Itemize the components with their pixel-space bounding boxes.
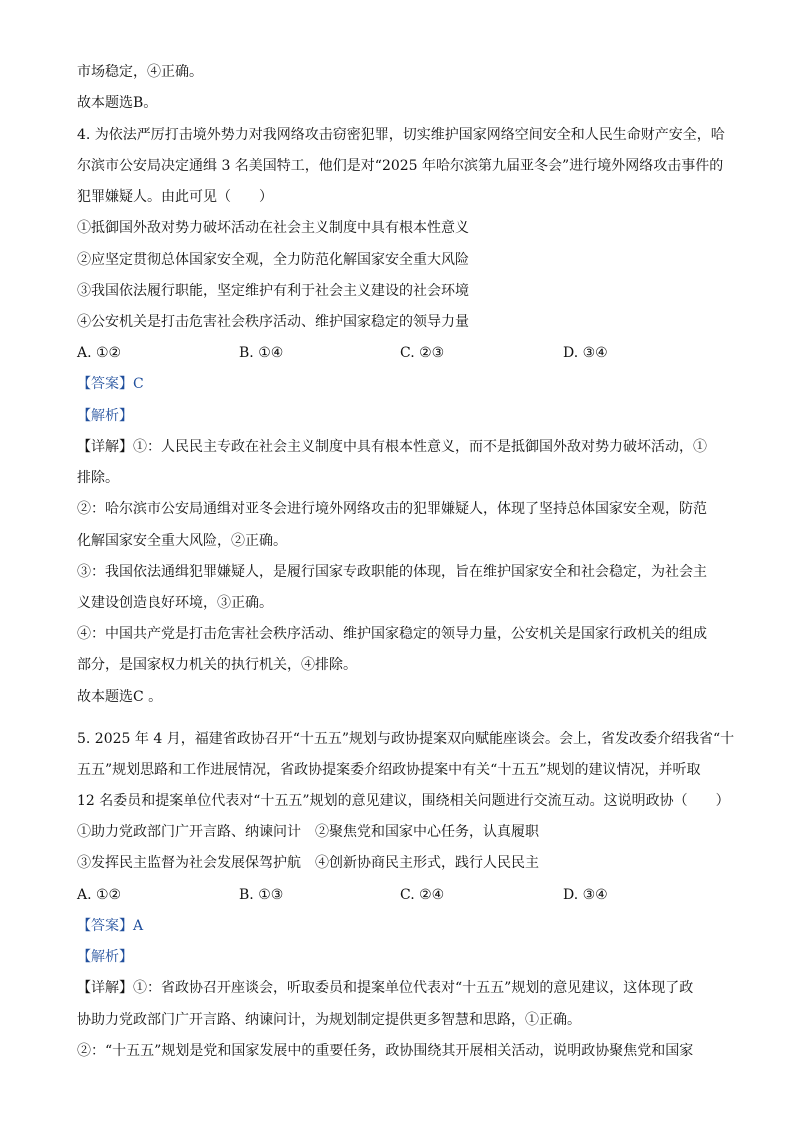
answer-label: 【答案】C <box>77 376 144 392</box>
analysis-label: 【解析】 <box>77 408 133 424</box>
question-5-statement: ①助力党政部门广开言路、纳谏问计 ②聚焦党和国家中心任务，认真履职 <box>77 824 539 840</box>
option-a: A. ①② <box>77 345 122 361</box>
question-4-statement: ③我国依法履行职能，坚定维护有利于社会主义建设的社会环境 <box>77 283 469 299</box>
text-line: 故本题选B。 <box>77 95 158 111</box>
option-d: D. ③④ <box>563 345 608 361</box>
option-d: D. ③④ <box>563 887 608 903</box>
question-5-stem: 五五”规划思路和工作进展情况，省政协提案委介绍政协提案中有关“十五五”规划的建议情况，并听取 <box>77 762 701 778</box>
explanation-line: 排除。 <box>77 470 119 486</box>
question-4-statement: ②应坚定贯彻总体国家安全观，全力防范化解国家安全重大风险 <box>77 252 469 268</box>
question-4-stem: 4. 为依法严厉打击境外势力对我网络攻击窃密犯罪，切实维护国家网络空间安全和人民生命财产安全，哈 <box>77 127 725 143</box>
option-a: A. ①② <box>77 887 122 903</box>
option-c: C. ②③ <box>400 345 445 361</box>
explanation-line: ②：“十五五”规划是党和国家发展中的重要任务，政协围绕其开展相关活动，说明政协聚焦党和国家 <box>77 1043 694 1059</box>
question-4-stem: 尔滨市公安局决定通缉 3 名美国特工，他们是对“2025 年哈尔滨第九届亚冬会”进行境外网络攻击事件的 <box>77 158 724 174</box>
question-5-statement: ③发挥民主监督为社会发展保驾护航 ④创新协商民主形式，践行人民民主 <box>77 855 539 871</box>
explanation-line: ④：中国共产党是打击危害社会秩序活动、维护国家稳定的领导力量，公安机关是国家行政机关的组成 <box>77 626 707 642</box>
question-4-stem: 犯罪嫌疑人。由此可见（ ） <box>77 189 273 205</box>
option-b: B. ①③ <box>239 887 284 903</box>
question-4-statement: ①抵御国外敌对势力破坏活动在社会主义制度中具有根本性意义 <box>77 220 469 236</box>
explanation-line: 义建设创造良好环境，③正确。 <box>77 595 273 611</box>
option-c: C. ②④ <box>400 887 445 903</box>
question-4-statement: ④公安机关是打击危害社会秩序活动、维护国家稳定的领导力量 <box>77 314 469 330</box>
explanation-line: 【详解】①：省政协召开座谈会，听取委员和提案单位代表对“十五五”规划的意见建议，这体现了政 <box>77 980 694 996</box>
explanation-line: ③：我国依法通缉犯罪嫌疑人，是履行国家专政职能的体现，旨在维护国家安全和社会稳定，为社会主 <box>77 564 707 580</box>
text-line: 市场稳定，④正确。 <box>77 64 203 80</box>
explanation-line: ②：哈尔滨市公安局通缉对亚冬会进行境外网络攻击的犯罪嫌疑人，体现了坚持总体国家安全观，防范 <box>77 501 707 517</box>
explanation-line: 部分，是国家权力机关的执行机关，④排除。 <box>77 657 357 673</box>
option-b: B. ①④ <box>239 345 284 361</box>
analysis-label: 【解析】 <box>77 949 133 965</box>
explanation-line: 【详解】①：人民民主专政在社会主义制度中具有根本性意义，而不是抵御国外敌对势力破坏活动，① <box>77 439 707 455</box>
question-4-options <box>77 343 717 363</box>
question-5-stem: 12 名委员和提案单位代表对“十五五”规划的意见建议，围绕相关问题进行交流互动。这说明政协（ ） <box>77 793 730 809</box>
answer-label: 【答案】A <box>77 918 144 934</box>
question-5-stem: 5. 2025 年 4 月，福建省政协召开“十五五”规划与政协提案双向赋能座谈会。会上，省发改委介绍我省“十 <box>77 731 735 747</box>
question-5-options <box>77 885 717 905</box>
conclusion-line: 故本题选C 。 <box>77 689 163 705</box>
explanation-line: 协助力党政部门广开言路、纳谏问计，为规划制定提供更多智慧和思路，①正确。 <box>77 1012 581 1028</box>
explanation-line: 化解国家安全重大风险，②正确。 <box>77 533 287 549</box>
